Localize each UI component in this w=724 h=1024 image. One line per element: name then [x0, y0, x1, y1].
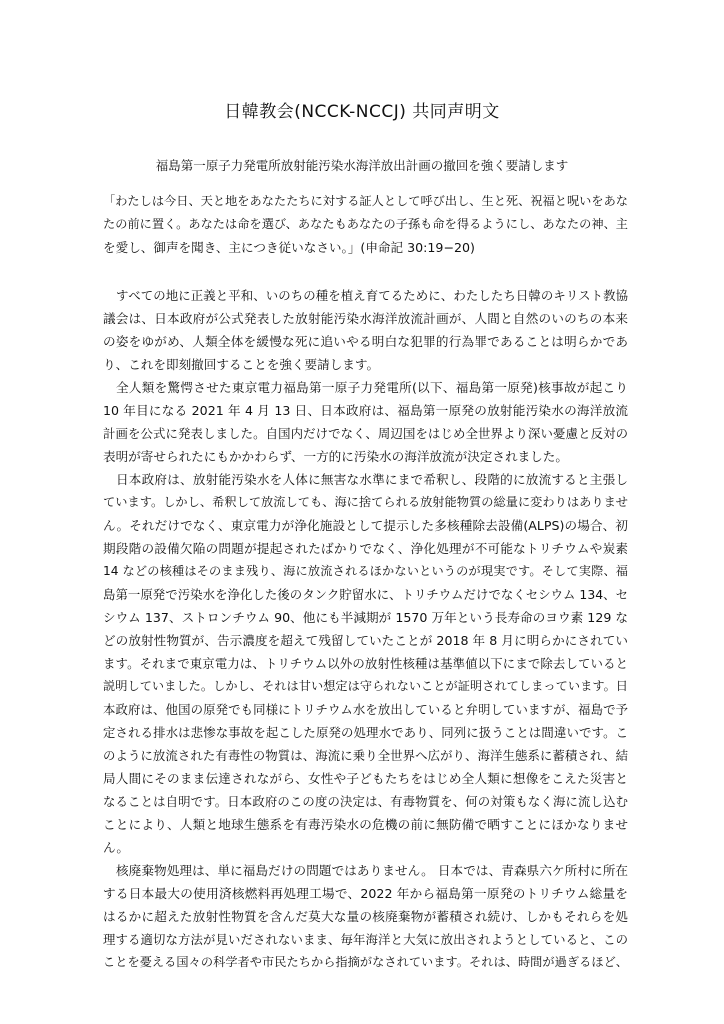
paragraph-line: 14 などの核種はそのまま残り、海に放流されるほかないというのが現実です。そして実際、福: [103, 564, 628, 578]
paragraph-line: すべての地に正義と平和、いのちの種を植え育てるために、わたしたち日韓のキリスト教協: [116, 288, 628, 303]
paragraph-line: 10 年目になる 2021 年 4 月 13 日、日本政府は、福島第一原発の放射能汚染水の海洋放流: [103, 403, 628, 418]
quote-line: たの前に置く。あなたは命を選び、あなたもあなたの子孫も命を得るようにし、あなたの神、主: [103, 217, 628, 231]
paragraph-line: 本政府は、他国の原発でも同様にトリチウム水を放出していると弁明していますが、福島で予: [103, 702, 628, 717]
paragraph-line: ん。: [103, 840, 129, 855]
paragraph-line: 全人類を驚愕させた東京電力福島第一原子力発電所(以下、福島第一原発)核事故が起こり: [116, 380, 628, 395]
paragraph-line: 議会は、日本政府が公式発表した放射能汚染水海洋放流計画が、人間と自然のいのちの本来: [103, 311, 628, 326]
paragraph-line: する日本最大の使用済核燃料再処理工場で、2022 年から福島第一原発のトリチウム総量を: [103, 886, 628, 901]
document-subtitle: 福島第一原子力発電所放射能汚染水海洋放出計画の撤回を強く要請します: [155, 158, 569, 173]
paragraph-line: 表明が寄せられたにもかかわらず、一方的に汚染水の海洋放流が決定されました。: [103, 449, 568, 464]
paragraph-line: ています。しかし、希釈して放流しても、海に捨てられる放射能物質の総量に変わりはありませ: [103, 495, 628, 509]
paragraph-line: 計画を公式に発表しました。自国内だけでなく、周辺国をはじめ全世界より深い憂慮と反対の: [103, 426, 628, 441]
paragraph-line: ます。それまで東京電力は、トリチウム以外の放射性核種は基準値以下にまで除去していると: [103, 656, 628, 671]
paragraph-line: 島第一原発で汚染水を浄化した後のタンク貯留水に、トリチウムだけでなくセシウム 134、セ: [103, 587, 628, 602]
paragraph-line: はるかに超えた放射性物質を含んだ莫大な量の核廃棄物が蓄積され続け、しかもそれらを処: [103, 909, 628, 924]
paragraph-line: 日本政府は、放射能汚染水を人体に無害な水準にまで希釈し、段階的に放流すると主張し: [116, 472, 628, 487]
paragraph-line: り、これを即刻撤回することを強く要請します。: [103, 357, 380, 372]
paragraph-line: どの放射性物質が、告示濃度を超えて残留していたことが 2018 年 8 月に明らかにされてい: [103, 633, 628, 648]
paragraph-line: ことを憂える国々の科学者や市民たちから指摘がなされています。それは、時間が過ぎるほど、: [103, 955, 628, 969]
paragraph-line: ん。それだけでなく、東京電力が浄化施設として提示した多核種除去設備(ALPS)の場合、初: [103, 518, 628, 533]
paragraph-line: ことにより、人類と地球生態系を有毒汚染水の危機の前に無防備で晒すことにほかなりませ: [103, 817, 628, 832]
paragraph-line: 核廃棄物処理は、単に福島だけの問題ではありません。 日本では、青森県六ケ所村に所在: [116, 863, 628, 878]
paragraph-line: 期段階の設備欠陥の問題が提起されたばかりでなく、浄化処理が不可能なトリチウムや炭素: [103, 541, 628, 556]
paragraph-line: 定される排水は悲惨な事故を起こした原発の処理水であり、同列に扱うことは間違いです。こ: [103, 725, 628, 740]
paragraph-line: 理する適切な方法が見いだされないまま、毎年海洋と大気に放出されようとしていると、この: [103, 932, 628, 947]
quote-line: を愛し、御声を聞き、主につき従いなさい。」(申命記 30:19−20): [103, 240, 475, 255]
quote-line: 「わたしは今日、天と地をあなたたちに対する証人として呼び出し、生と死、祝福と呪いをあな: [103, 194, 628, 208]
document-title: 日韓教会(NCCK-NCCJ) 共同声明文: [224, 102, 500, 122]
paragraph-line: シウム 137、ストロンチウム 90、他にも半減期が 1570 万年という長寿命のヨウ素 129 な: [103, 610, 628, 625]
paragraph-line: の姿をゆがめ、人類全体を緩慢な死に追いやる明白な犯罪的行為罪であることは明らかであ: [103, 334, 628, 349]
paragraph-line: のように放流された有毒性の物質は、海流に乗り全世界へ広がり、海洋生態系に蓄積され、結: [103, 748, 628, 763]
paragraph-line: 説明していました。しかし、それは甘い想定は守られないことが証明されてしまっています。日: [103, 679, 628, 693]
paragraph-line: 局人間にそのまま伝達されながら、女性や子どもたちをはじめ全人類に想像をこえた災害と: [103, 771, 628, 786]
paragraph-line: なることは自明です。日本政府のこの度の決定は、有毒物質を、何の対策もなく海に流し込む: [103, 794, 628, 809]
